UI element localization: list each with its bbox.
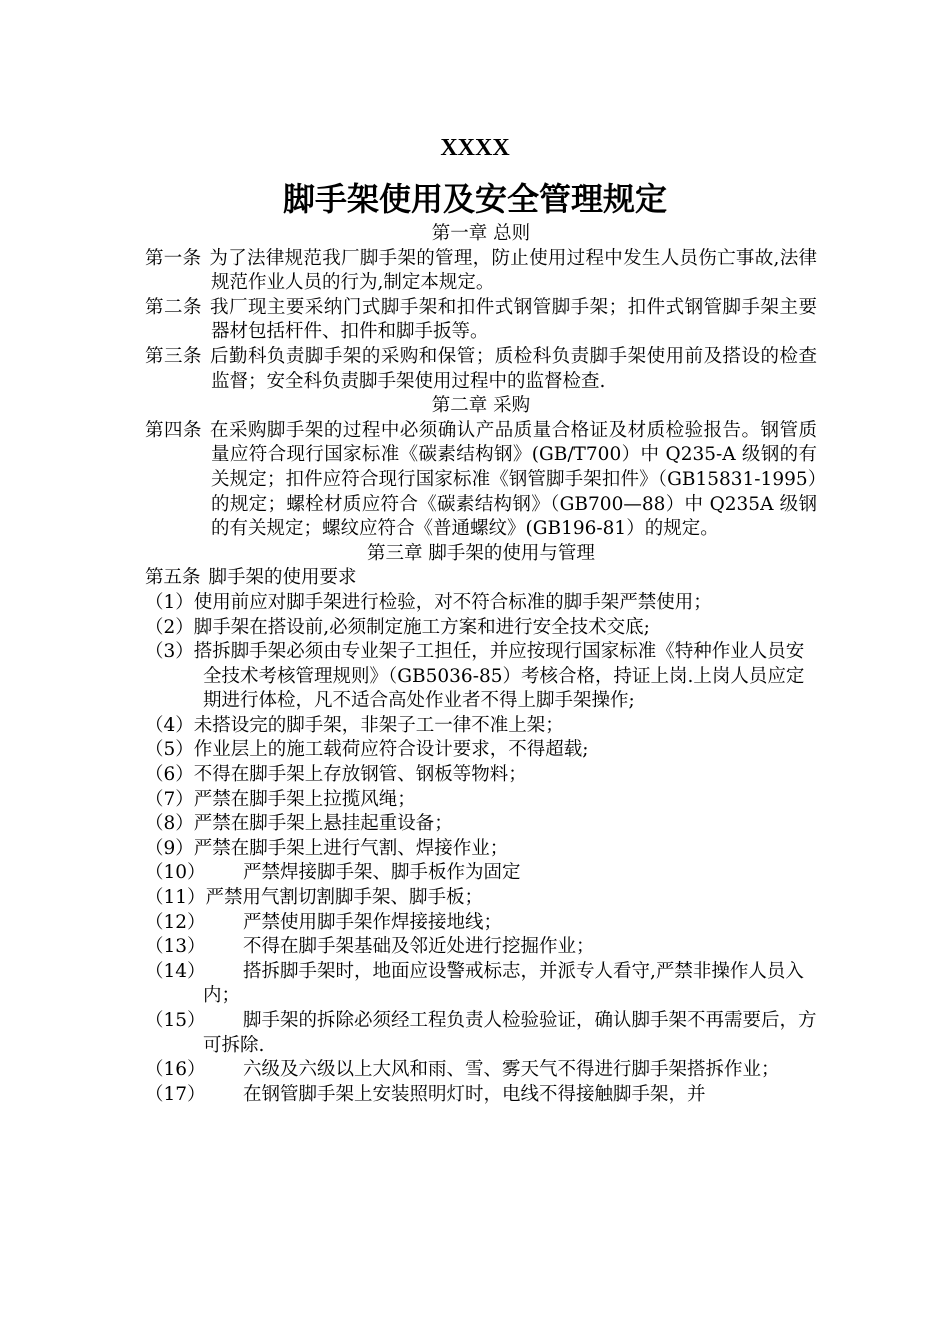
item-text: 严禁使用脚手架作焊接接地线； [243,911,503,933]
item-text: 严禁焊接脚手架、脚手板作为固定 [243,862,521,884]
item-number: （9） [145,837,194,859]
article [145,247,817,296]
list-item [145,714,817,739]
item-number: （2） [145,616,194,638]
list-item [145,1058,817,1083]
item-number: （16） [145,1059,206,1081]
item-text: 严禁在脚手架上悬挂起重设备； [193,813,453,835]
item-number: （13） [145,936,206,958]
list-item [145,1009,817,1058]
item-number: （14） [145,960,206,982]
organization-name: XXXX [440,135,510,161]
item-text: 不得在脚手架基础及邻近处进行挖掘作业； [243,936,595,958]
document-title: 脚手架使用及安全管理规定 [282,180,667,218]
list-item [145,837,817,862]
chapter-heading: 第二章 采购 [431,395,531,417]
item-text: 脚手架的拆除必须经工程负责人检验验证，确认脚手架不再需要后，方可拆除. [203,1010,817,1056]
item-number: （17） [145,1083,206,1105]
item-number: （8） [145,813,194,835]
list-item [145,935,817,960]
item-number: （12） [145,911,206,933]
article [145,419,817,542]
article [145,566,817,591]
item-text: 严禁用气割切割脚手架、脚手板； [205,887,484,909]
list-item [145,886,817,911]
article-text: 我厂现主要采纳门式脚手架和扣件式钢管脚手架；扣件式钢管脚手架主要器材包括杆件、扣件和脚手扳等。 [209,296,817,343]
list-item [145,911,817,936]
list-item [145,763,817,788]
article-text: 为了法律规范我厂脚手架的管理，防止使用过程中发生人员伤亡事故,法律规范作业人员的行为,制定本规定。 [209,247,817,294]
list-item [145,640,817,714]
item-number: （6） [145,764,194,786]
item-text: 六级及六级以上大风和雨、雪、雾天气不得进行脚手架搭拆作业； [243,1059,780,1081]
list-item [145,812,817,837]
item-text: 作业层上的施工载荷应符合设计要求，不得超载; [193,739,589,761]
article-text: 脚手架的使用要求 [208,567,357,589]
article-label: 第二条 [145,296,202,318]
item-number: （4） [145,714,194,736]
list-item [145,591,817,616]
article-label: 第一条 [145,247,202,269]
list-item [145,960,817,1009]
item-text: 在钢管脚手架上安装照明灯时，电线不得接触脚手架，并 [243,1083,706,1105]
item-text: 搭拆脚手架必须由专业架子工担任，并应按现行国家标准《特种作业人员安全技术考核管理规则》（GB5036-85）考核合格，持证上岗.上岗人员应定期进行体检，凡不适合高处作业者不得上脚手架操作; [193,641,805,712]
article-label: 第四条 [145,419,202,441]
list-item [145,861,817,886]
item-text: 搭拆脚手架时，地面应设警戒标志，并派专人看守,严禁非操作人员入内； [203,960,804,1007]
item-number: （11） [145,887,206,909]
item-number: （15） [145,1010,206,1031]
list-item [145,1083,817,1108]
item-number: （10） [145,862,206,884]
document-body [145,222,817,1107]
article-label: 第三条 [145,345,202,367]
article-text: 后勤科负责脚手架的采购和保管；质检科负责脚手架使用前及搭设的检查监督；安全科负责脚手架使用过程中的监督检查. [209,345,817,392]
item-text: 未搭设完的脚手架，非架子工一律不准上架； [193,714,564,736]
list-item [145,788,817,813]
item-text: 脚手架在搭设前,必须制定施工方案和进行安全技术交底; [193,616,650,638]
item-text: 使用前应对脚手架进行检验，对不符合标准的脚手架严禁使用； [193,591,712,613]
item-text: 严禁在脚手架上进行气割、焊接作业； [193,837,509,859]
chapter-heading: 第一章 总则 [431,223,531,244]
item-text: 不得在脚手架上存放钢管、钢板等物料； [193,764,527,786]
article [145,345,817,394]
list-item [145,616,817,641]
article [145,296,817,345]
chapter-heading: 第三章 脚手架的使用与管理 [367,542,595,564]
item-number: （7） [145,788,194,810]
article-text: 在采购脚手架的过程中必须确认产品质量合格证及材质检验报告。钢管质量应符合现行国家标准《碳素结构钢》(GB/T700）中 Q235-A 级钢的有关规定；扣件应符合现行国家标准《钢管脚手架扣件》（GB15831-1995）的规定；螺栓材质应符合《碳素结构钢》（GB700—88）中 Q235A 级钢的有关规定；螺纹应符合《普通螺纹》(GB196-81）的规定。 [209,419,817,540]
article-label: 第五条 [145,567,201,589]
item-number: （1） [145,591,194,613]
item-number: （3） [145,641,194,663]
item-text: 严禁在脚手架上拉揽风绳； [193,788,416,810]
list-item [145,738,817,763]
item-number: （5） [145,739,194,761]
